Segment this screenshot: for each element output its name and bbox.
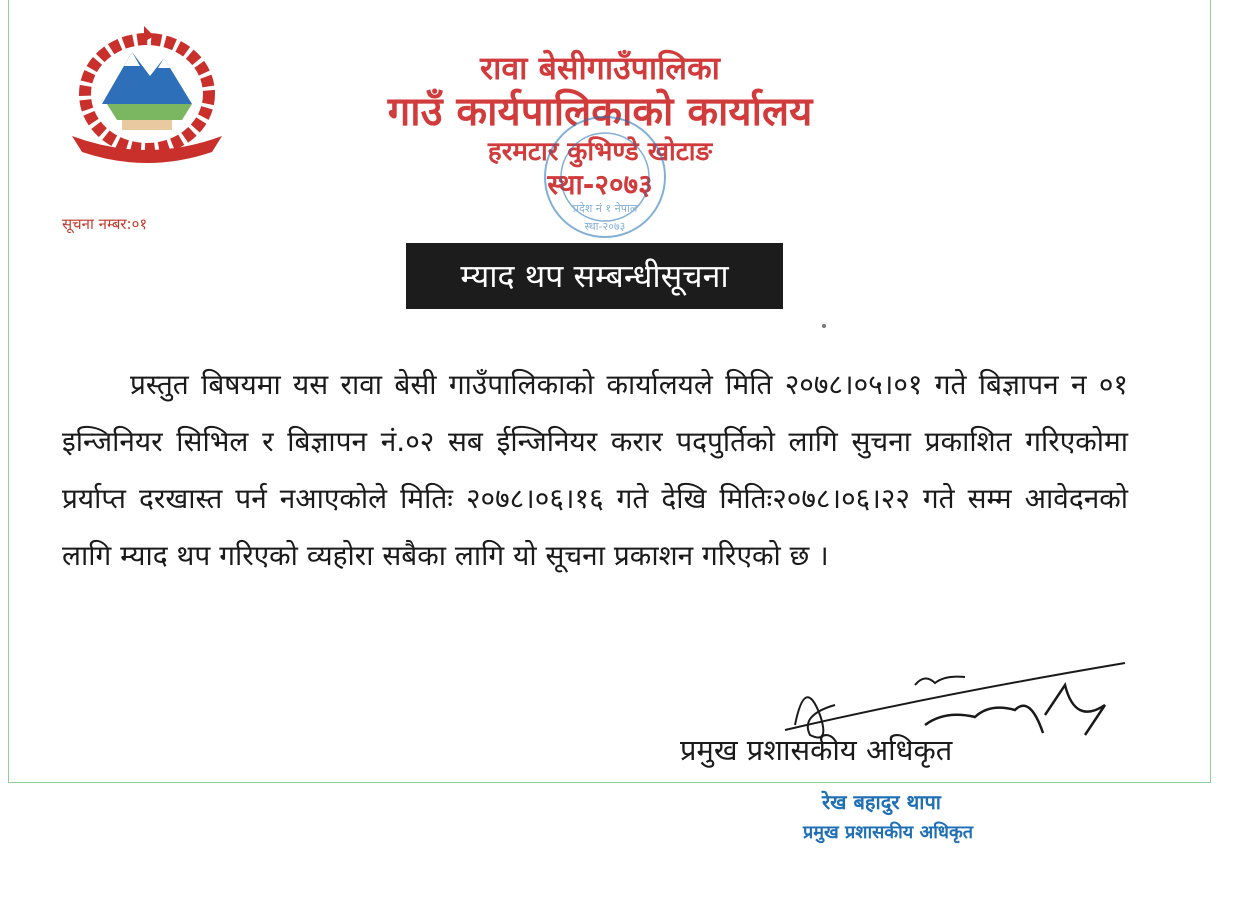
signatory-title: प्रमुख प्रशासकीय अधिकृत	[680, 733, 953, 767]
notice-title: म्याद थप सम्बन्धीसूचना	[406, 243, 783, 309]
stamp-text-line2: स्था-२०७३	[584, 220, 626, 233]
paper-speck	[822, 324, 826, 328]
municipality-name: रावा बेसीगाउँपालिका	[480, 49, 720, 87]
office-stamp	[540, 112, 670, 242]
office-address: हरमटार कुभिण्डे खोटाङ	[487, 137, 713, 167]
office-name: गाउँ कार्यपालिकाको कार्यालय	[387, 89, 813, 135]
signatory-name: रेख बहादुर थापा	[822, 790, 941, 814]
notice-number: सूचना नम्बर:०१	[62, 215, 148, 233]
signatory-designation: प्रमुख प्रशासकीय अधिकृत	[803, 822, 974, 843]
stamp-text-line1: प्रदेश नं १ नेपाल	[572, 202, 638, 215]
nepal-emblem-icon	[62, 24, 232, 164]
establishment-year: स्था-२०७३	[547, 168, 653, 201]
notice-body: प्रस्तुत बिषयमा यस रावा बेसी गाउँपालिकाको कार्यालयले मिति २०७८।०५।०१ गते बिज्ञापन न ०१ इन्जिनियर सिभिल र बिज्ञापन नं.०२ सब ईन्जिनियर करार पदपुर्तिको लागि सुचना प्रकाशित गरिएकोमा प्रर्याप्त दरखास्त पर्न नआएकोले मितिः २०७८।०६।१६ गते देखि मितिः२०७८।०६।२२ गते सम्म आवेदनको लागि म्याद थप गरिएको व्यहोरा सबैका लागि यो सूचना प्रकाशन गरिएको छ ।	[62, 368, 1128, 572]
